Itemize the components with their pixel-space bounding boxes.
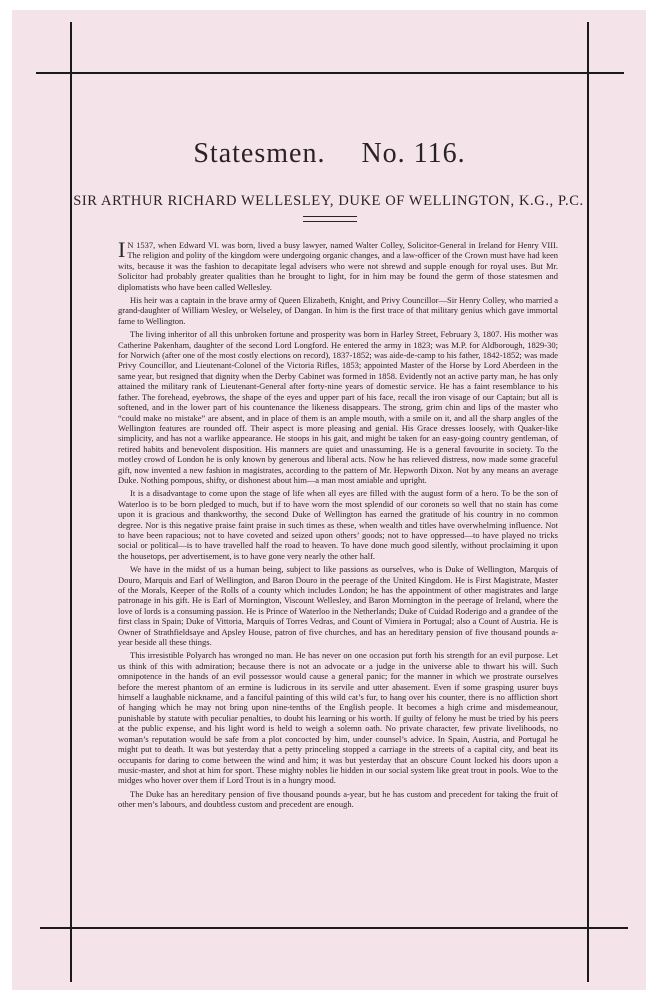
article-title: SIR ARTHUR RICHARD WELLESLEY, DUKE OF WELLINGTON, K.G., P.C.: [73, 193, 584, 209]
paragraph-2: His heir was a captain in the brave army of Queen Elizabeth, Knight, and Privy Councillor—Sir Henry Colley, who married a grand-daughter of William Wesley, or Welseley, of Dangan. In him is the first trace of that military genius which gave immortal fame to Wellington.: [118, 295, 558, 326]
frame-rule-top: [36, 72, 624, 74]
paragraph-7: The Duke has an hereditary pension of five thousand pounds a-year, but he has custom and precedent for taking the fruit of other men’s labours, and doubtless custom and precedent are enough.: [118, 788, 558, 810]
paragraph-4: It is a disadvantage to come upon the stage of life when all eyes are filled with the august form of a hero. To be the son of Waterloo is to be born pledged to much, but if to have worn the most splendid of our coronets so well that no stain has come upon it is gracious and thankworthy, the second Duke of Wellington has earned the gratitude of his country in no common degree. Nor is this negative praise faint praise in such times as these, when wealth and titles have overwhelming influence. Not to have been rapacious; not to have coveted and seized upon others’ goods; not to have oppressed—to have played no tricks social or political—is to have travelled half the road to heaven. To have done much good silently, without proclaiming it upon the housetops, per advertisement, is to have gone very nearly the other half.: [118, 488, 558, 561]
paragraph-3: The living inheritor of all this unbroken fortune and prosperity was born in Harley Street, February 3, 1807. His mother was Catherine Pakenham, daughter of the second Lord Longford. He entered the army in 1823; was M.P. for Aldborough, 1829-30; for Norwich (after one of the most costly elections on record), 1837-1852; was aide-de-camp to his father, 1842-1852; was made Privy Councillor, and Lieutenant-Colonel of the Victoria Rifles, 1853; appointed Master of the Horse by Lord Aberdeen in the same year, but resigned that dignity when the Derby Cabinet was formed in 1858. Evidently not an active party man, he has only attained the military rank of Lieutenant-General after forty-nine years of domestic service. He has a faint resemblance to his father. The forehead, eyebrows, the shape of the eyes and upper part of his face, recall the iron visage of our Captain; but all is softened, and in the lower part of his countenance the likeness disappears. The strong, grim chin and lips of the master who “could make no mistake” are absent, and in place of them is an ample mouth, with a smile on it, and all the sharp angles of the Wellington features are rounded off. Their aspect is more pleasing and genial. His Grace dresses loosely, with Quaker-like simplicity, and has not a warlike appearance. He stoops in his gait, and might be taken for an easy-going country gentleman, of retired habits and benevolent disposition. His manners are quiet and unassuming. He is a general favourite in society. To the motley crowd of London he is only known by generous and liberal acts. Now he has relieved distress, now made some graceful gift, now invented a new fashion in magistrates, according to the pattern of Mr. Hepworth Dixon. Not by any means an average Duke. Nothing pompous, shifty, or dishonest about him—a man most amiable and upright.: [118, 329, 558, 485]
series-label: Statesmen.: [193, 138, 326, 169]
title-ornament: [303, 216, 357, 222]
article-body: [118, 237, 558, 813]
series-heading: [0, 138, 659, 170]
paragraph-5: We have in the midst of us a human being, subject to like passions as ourselves, who is Duke of Wellington, Marquis of Douro, Marquis and Earl of Wellington, and Baron Douro in the peerage of the United Kingdom. He is First Magistrate, Master of the Morals, Keeper of the Rolls of a county which includes London; he has the appointment of other magistrates and large patronage in his gift. He is Earl of Mornington, Viscount Wellesley, and Baron Mornington in the peerage of Ireland, where the love of lords is a consuming passion. He is Prince of Waterloo in the Netherlands; Duke of Cuidad Roderigo and a grandee of the first class in Spain; Duke of Vittoria, Marquis of Torres Vedras, and Count of Vimiera in Portugal; also a Count of Austria. He is Owner of Strathfieldsaye and Apsley House, patron of five churches, and has an hereditary pension of five thousand pounds a-year beside all these things.: [118, 564, 558, 648]
drop-cap: I: [118, 237, 126, 262]
paragraph-1: I N 1537, when Edward VI. was born, lived a busy lawyer, named Walter Colley, Solicitor-General in Ireland for Henry VIII. The religion and polity of the kingdom were undergoing organic changes, and a law-officer of the Crown must have had keen wits, because it was the fashion to decapitate legal advisers who were not shrewd and supple enough for royal uses. But Mr. Solicitor had probably greater qualities than he brought to light, for in him may be found the germ of those statesmen and diplomatists who have been called Wellesley.: [118, 237, 558, 292]
frame-rule-bottom: [40, 927, 628, 929]
paragraph-6: This irresistible Polyarch has wronged no man. He has never on one occasion put forth his strength for an evil purpose. Let us think of this with admiration; because there is not an advocate or a judge in the universe able to thwart his will. Such omnipotence in the hands of an evil possessor would cause a general panic; for the manner in which we prostrate ourselves before the merest phantom of an ermine is ludicrous in its servile and utter abasement. Even if some grasping usurer buys himself a laughable nickname, and a fanciful painting of this wild cat’s fur, to hang over his counter, there is no affliction short of hanging which he may not bring upon nine-tenths of the English people. It becomes a high crime and misdemeanour, punishable by statute with peculiar penalties, to doubt his learning or his worth. If guilty of felony he must be tried by his peers at the public expense, and his light word is held to weigh a solemn oath. No private character, few private livelihoods, no woman’s reputation would be safe from a plot concocted by him, under counsel’s advice. In Spain, Austria, and Portugal he might put to death. It was but yesterday that a petty princeling stopped a carriage in the streets of a capital city, and beat its occupants for daring to come between the wind and him; it was but yesterday that an obscure Count locked his doors upon a music-master, and shot at him for sport. These mighty nobles lie hidden in our social system like great trout in pools. Woe to the midges who hover over them if Lord Trout is in a hungry mood.: [118, 650, 558, 786]
series-number: No. 116.: [361, 138, 466, 169]
